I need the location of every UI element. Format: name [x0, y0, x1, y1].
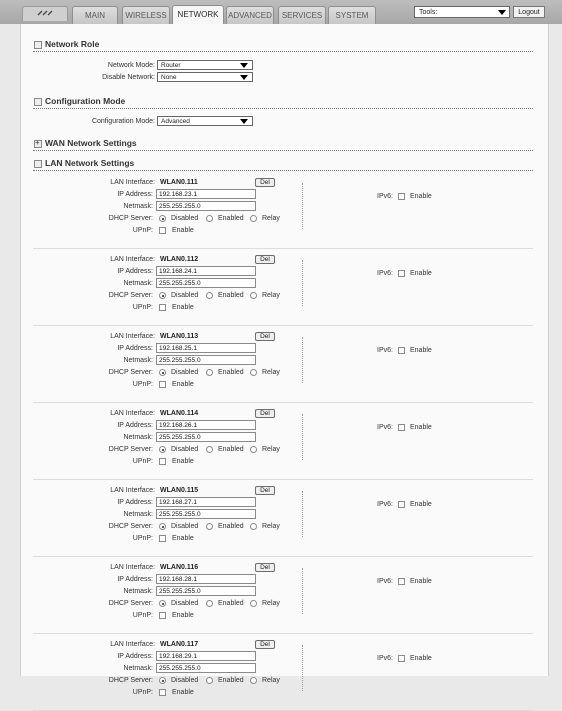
chevron-down-icon [498, 10, 506, 15]
lan-interface-name: WLAN0.113 [160, 333, 199, 340]
upnp-label: UPnP: [132, 535, 153, 542]
lan-interface-label: LAN Interface: [110, 564, 155, 571]
column-divider [302, 568, 303, 614]
collapse-icon[interactable] [34, 160, 42, 168]
dhcp-disabled-radio[interactable] [159, 446, 166, 453]
dhcp-relay-radio[interactable] [250, 215, 257, 222]
lan-interface-label: LAN Interface: [110, 410, 155, 417]
netmask-label: Netmask: [123, 280, 153, 287]
dhcp-enabled-label: Enabled [218, 446, 244, 453]
ipv6-label: IPv6: [377, 347, 393, 354]
dhcp-enabled-radio[interactable] [206, 677, 213, 684]
ipv6-checkbox[interactable] [398, 193, 405, 200]
ipv6-checkbox[interactable] [398, 424, 405, 431]
dhcp-enabled-radio[interactable] [206, 215, 213, 222]
logout-button[interactable]: Logout [513, 6, 545, 18]
section-title: LAN Network Settings [45, 158, 135, 168]
upnp-label: UPnP: [132, 612, 153, 619]
dhcp-server-label: DHCP Server: [108, 446, 153, 453]
network-mode-select[interactable] [157, 60, 253, 70]
upnp-label: UPnP: [132, 689, 153, 696]
dhcp-enabled-radio[interactable] [206, 369, 213, 376]
upnp-label: UPnP: [132, 304, 153, 311]
collapse-icon[interactable] [34, 98, 42, 106]
dhcp-enabled-label: Enabled [218, 215, 244, 222]
section-wan-network-settings [33, 138, 533, 151]
dhcp-disabled-radio[interactable] [159, 677, 166, 684]
ipv6-checkbox[interactable] [398, 347, 405, 354]
dhcp-server-label: DHCP Server: [108, 677, 153, 684]
ip-address-label: IP Address: [117, 422, 153, 429]
disable-network-value: None [161, 74, 177, 81]
section-network-role [33, 39, 533, 52]
netmask-label: Netmask: [123, 511, 153, 518]
dhcp-relay-label: Relay [262, 369, 280, 376]
dhcp-server-label: DHCP Server: [108, 215, 153, 222]
tab-services[interactable]: SERVICES [278, 6, 326, 24]
column-divider [302, 414, 303, 460]
dhcp-disabled-radio[interactable] [159, 215, 166, 222]
ipv6-checkbox[interactable] [398, 655, 405, 662]
disable-network-select[interactable] [157, 72, 253, 82]
ipv6-enable-label: Enable [410, 193, 432, 200]
upnp-checkbox[interactable] [159, 381, 166, 388]
dhcp-enabled-label: Enabled [218, 292, 244, 299]
lan-interface-name: WLAN0.117 [160, 641, 199, 648]
lan-block-separator [33, 556, 533, 557]
disable-network-label: Disable Network: [102, 74, 155, 81]
ipv6-enable-label: Enable [410, 501, 432, 508]
configuration-mode-value: Advanced [161, 118, 190, 125]
dhcp-server-label: DHCP Server: [108, 292, 153, 299]
dhcp-enabled-radio[interactable] [206, 446, 213, 453]
upnp-checkbox[interactable] [159, 535, 166, 542]
dhcp-enabled-radio[interactable] [206, 292, 213, 299]
lan-block-separator [33, 402, 533, 403]
ipv6-enable-label: Enable [410, 424, 432, 431]
ipv6-checkbox[interactable] [398, 578, 405, 585]
dhcp-disabled-radio[interactable] [159, 600, 166, 607]
dhcp-disabled-radio[interactable] [159, 369, 166, 376]
dhcp-relay-label: Relay [262, 446, 280, 453]
column-divider [302, 183, 303, 229]
column-divider [302, 645, 303, 691]
dhcp-enabled-label: Enabled [218, 677, 244, 684]
netmask-input[interactable]: 255.255.255.0 [156, 278, 256, 288]
column-divider [302, 491, 303, 537]
lan-interface-label: LAN Interface: [110, 641, 155, 648]
dhcp-relay-label: Relay [262, 292, 280, 299]
delete-button[interactable]: Del [255, 563, 275, 572]
dhcp-relay-radio[interactable] [250, 677, 257, 684]
ip-address-input[interactable]: 192.168.24.1 [156, 266, 256, 276]
lan-interface-name: WLAN0.115 [160, 487, 199, 494]
tools-label: Tools: [419, 9, 438, 16]
upnp-label: UPnP: [132, 381, 153, 388]
delete-button[interactable]: Del [255, 409, 275, 418]
main-panel [20, 24, 549, 696]
ip-address-label: IP Address: [117, 191, 153, 198]
dhcp-disabled-label: Disabled [171, 369, 199, 376]
dhcp-enabled-label: Enabled [218, 600, 244, 607]
lan-block-separator [33, 248, 533, 249]
section-title: Configuration Mode [45, 96, 126, 106]
dhcp-relay-label: Relay [262, 215, 280, 222]
section-configuration-mode [33, 96, 533, 109]
upnp-enable-label: Enable [172, 535, 194, 542]
ipv6-enable-label: Enable [410, 270, 432, 277]
ubnt-logo-icon [36, 9, 54, 17]
dhcp-relay-label: Relay [262, 677, 280, 684]
top-navigation-bar [0, 0, 562, 24]
lan-block-separator [33, 325, 533, 326]
dhcp-disabled-radio[interactable] [159, 523, 166, 530]
ipv6-label: IPv6: [377, 424, 393, 431]
network-mode-label: Network Mode: [107, 62, 155, 69]
ip-address-input[interactable]: 192.168.26.1 [156, 420, 256, 430]
lan-interface-label: LAN Interface: [110, 333, 155, 340]
ipv6-label: IPv6: [377, 578, 393, 585]
upnp-checkbox[interactable] [159, 689, 166, 696]
delete-button[interactable]: Del [255, 255, 275, 264]
upnp-checkbox[interactable] [159, 458, 166, 465]
configuration-mode-label: Configuration Mode: [91, 118, 155, 125]
ip-address-label: IP Address: [117, 576, 153, 583]
chevron-down-icon [240, 75, 248, 80]
lan-interface-name: WLAN0.114 [160, 410, 199, 417]
lan-interface-name: WLAN0.116 [160, 564, 199, 571]
dhcp-relay-radio[interactable] [250, 292, 257, 299]
upnp-enable-label: Enable [172, 689, 194, 696]
lan-interface-label: LAN Interface: [110, 179, 155, 186]
chevron-down-icon [240, 63, 248, 68]
dhcp-enabled-label: Enabled [218, 523, 244, 530]
upnp-enable-label: Enable [172, 612, 194, 619]
upnp-checkbox[interactable] [159, 304, 166, 311]
lan-interface-name: WLAN0.112 [160, 256, 199, 263]
ip-address-label: IP Address: [117, 653, 153, 660]
tab-main[interactable]: MAIN [72, 6, 118, 24]
tab-wireless[interactable]: WIRELESS [122, 6, 170, 24]
lan-block-separator [33, 633, 533, 634]
ip-address-input[interactable]: 192.168.27.1 [156, 497, 256, 507]
upnp-enable-label: Enable [172, 227, 194, 234]
dhcp-disabled-label: Disabled [171, 292, 199, 299]
upnp-enable-label: Enable [172, 381, 194, 388]
dhcp-disabled-label: Disabled [171, 523, 199, 530]
ip-address-input[interactable]: 192.168.23.1 [156, 189, 256, 199]
upnp-checkbox[interactable] [159, 227, 166, 234]
collapse-icon[interactable] [34, 41, 42, 49]
dhcp-enabled-radio[interactable] [206, 523, 213, 530]
netmask-label: Netmask: [123, 357, 153, 364]
dhcp-relay-radio[interactable] [250, 600, 257, 607]
lan-interface-label: LAN Interface: [110, 256, 155, 263]
ipv6-enable-label: Enable [410, 655, 432, 662]
ubiquiti-logo[interactable] [22, 6, 68, 21]
netmask-input[interactable]: 255.255.255.0 [156, 201, 256, 211]
dhcp-relay-radio[interactable] [250, 369, 257, 376]
ipv6-label: IPv6: [377, 655, 393, 662]
expand-icon[interactable] [34, 140, 42, 148]
dhcp-enabled-label: Enabled [218, 369, 244, 376]
column-divider [302, 337, 303, 383]
dhcp-disabled-label: Disabled [171, 600, 199, 607]
tools-dropdown[interactable] [414, 6, 510, 18]
upnp-enable-label: Enable [172, 458, 194, 465]
delete-button[interactable]: Del [255, 332, 275, 341]
ipv6-enable-label: Enable [410, 578, 432, 585]
dhcp-relay-label: Relay [262, 600, 280, 607]
ip-address-label: IP Address: [117, 268, 153, 275]
dhcp-server-label: DHCP Server: [108, 600, 153, 607]
dhcp-server-label: DHCP Server: [108, 523, 153, 530]
dhcp-disabled-radio[interactable] [159, 292, 166, 299]
dhcp-disabled-label: Disabled [171, 446, 199, 453]
section-title: Network Role [45, 39, 100, 49]
configuration-mode-select[interactable] [157, 116, 253, 126]
netmask-input[interactable]: 255.255.255.0 [156, 509, 256, 519]
netmask-input[interactable]: 255.255.255.0 [156, 432, 256, 442]
dhcp-relay-label: Relay [262, 523, 280, 530]
netmask-label: Netmask: [123, 434, 153, 441]
lan-block-separator [33, 479, 533, 480]
section-title: WAN Network Settings [45, 138, 137, 148]
netmask-label: Netmask: [123, 665, 153, 672]
chevron-down-icon [240, 119, 248, 124]
dhcp-enabled-radio[interactable] [206, 600, 213, 607]
ipv6-checkbox[interactable] [398, 501, 405, 508]
delete-button[interactable]: Del [255, 178, 275, 187]
tab-system[interactable]: SYSTEM [328, 6, 376, 24]
tab-advanced[interactable]: ADVANCED [226, 6, 274, 24]
netmask-label: Netmask: [123, 588, 153, 595]
ipv6-enable-label: Enable [410, 347, 432, 354]
dhcp-disabled-label: Disabled [171, 677, 199, 684]
tab-network[interactable]: NETWORK [172, 5, 224, 25]
upnp-label: UPnP: [132, 227, 153, 234]
ipv6-label: IPv6: [377, 501, 393, 508]
dhcp-server-label: DHCP Server: [108, 369, 153, 376]
ip-address-input[interactable]: 192.168.28.1 [156, 574, 256, 584]
ipv6-label: IPv6: [377, 193, 393, 200]
ip-address-label: IP Address: [117, 345, 153, 352]
ip-address-input[interactable]: 192.168.25.1 [156, 343, 256, 353]
dhcp-relay-radio[interactable] [250, 523, 257, 530]
netmask-label: Netmask: [123, 203, 153, 210]
upnp-label: UPnP: [132, 458, 153, 465]
upnp-enable-label: Enable [172, 304, 194, 311]
netmask-input[interactable]: 255.255.255.0 [156, 586, 256, 596]
netmask-input[interactable]: 255.255.255.0 [156, 663, 256, 673]
lan-interface-name: WLAN0.111 [160, 179, 198, 186]
netmask-input[interactable]: 255.255.255.0 [156, 355, 256, 365]
upnp-checkbox[interactable] [159, 612, 166, 619]
ipv6-label: IPv6: [377, 270, 393, 277]
ipv6-checkbox[interactable] [398, 270, 405, 277]
column-divider [302, 260, 303, 306]
lan-interface-label: LAN Interface: [110, 487, 155, 494]
ip-address-label: IP Address: [117, 499, 153, 506]
dhcp-disabled-label: Disabled [171, 215, 199, 222]
delete-button[interactable]: Del [255, 640, 275, 649]
section-lan-network-settings [33, 158, 533, 171]
ip-address-input[interactable]: 192.168.29.1 [156, 651, 256, 661]
dhcp-relay-radio[interactable] [250, 446, 257, 453]
delete-button[interactable]: Del [255, 486, 275, 495]
network-mode-value: Router [161, 62, 181, 69]
